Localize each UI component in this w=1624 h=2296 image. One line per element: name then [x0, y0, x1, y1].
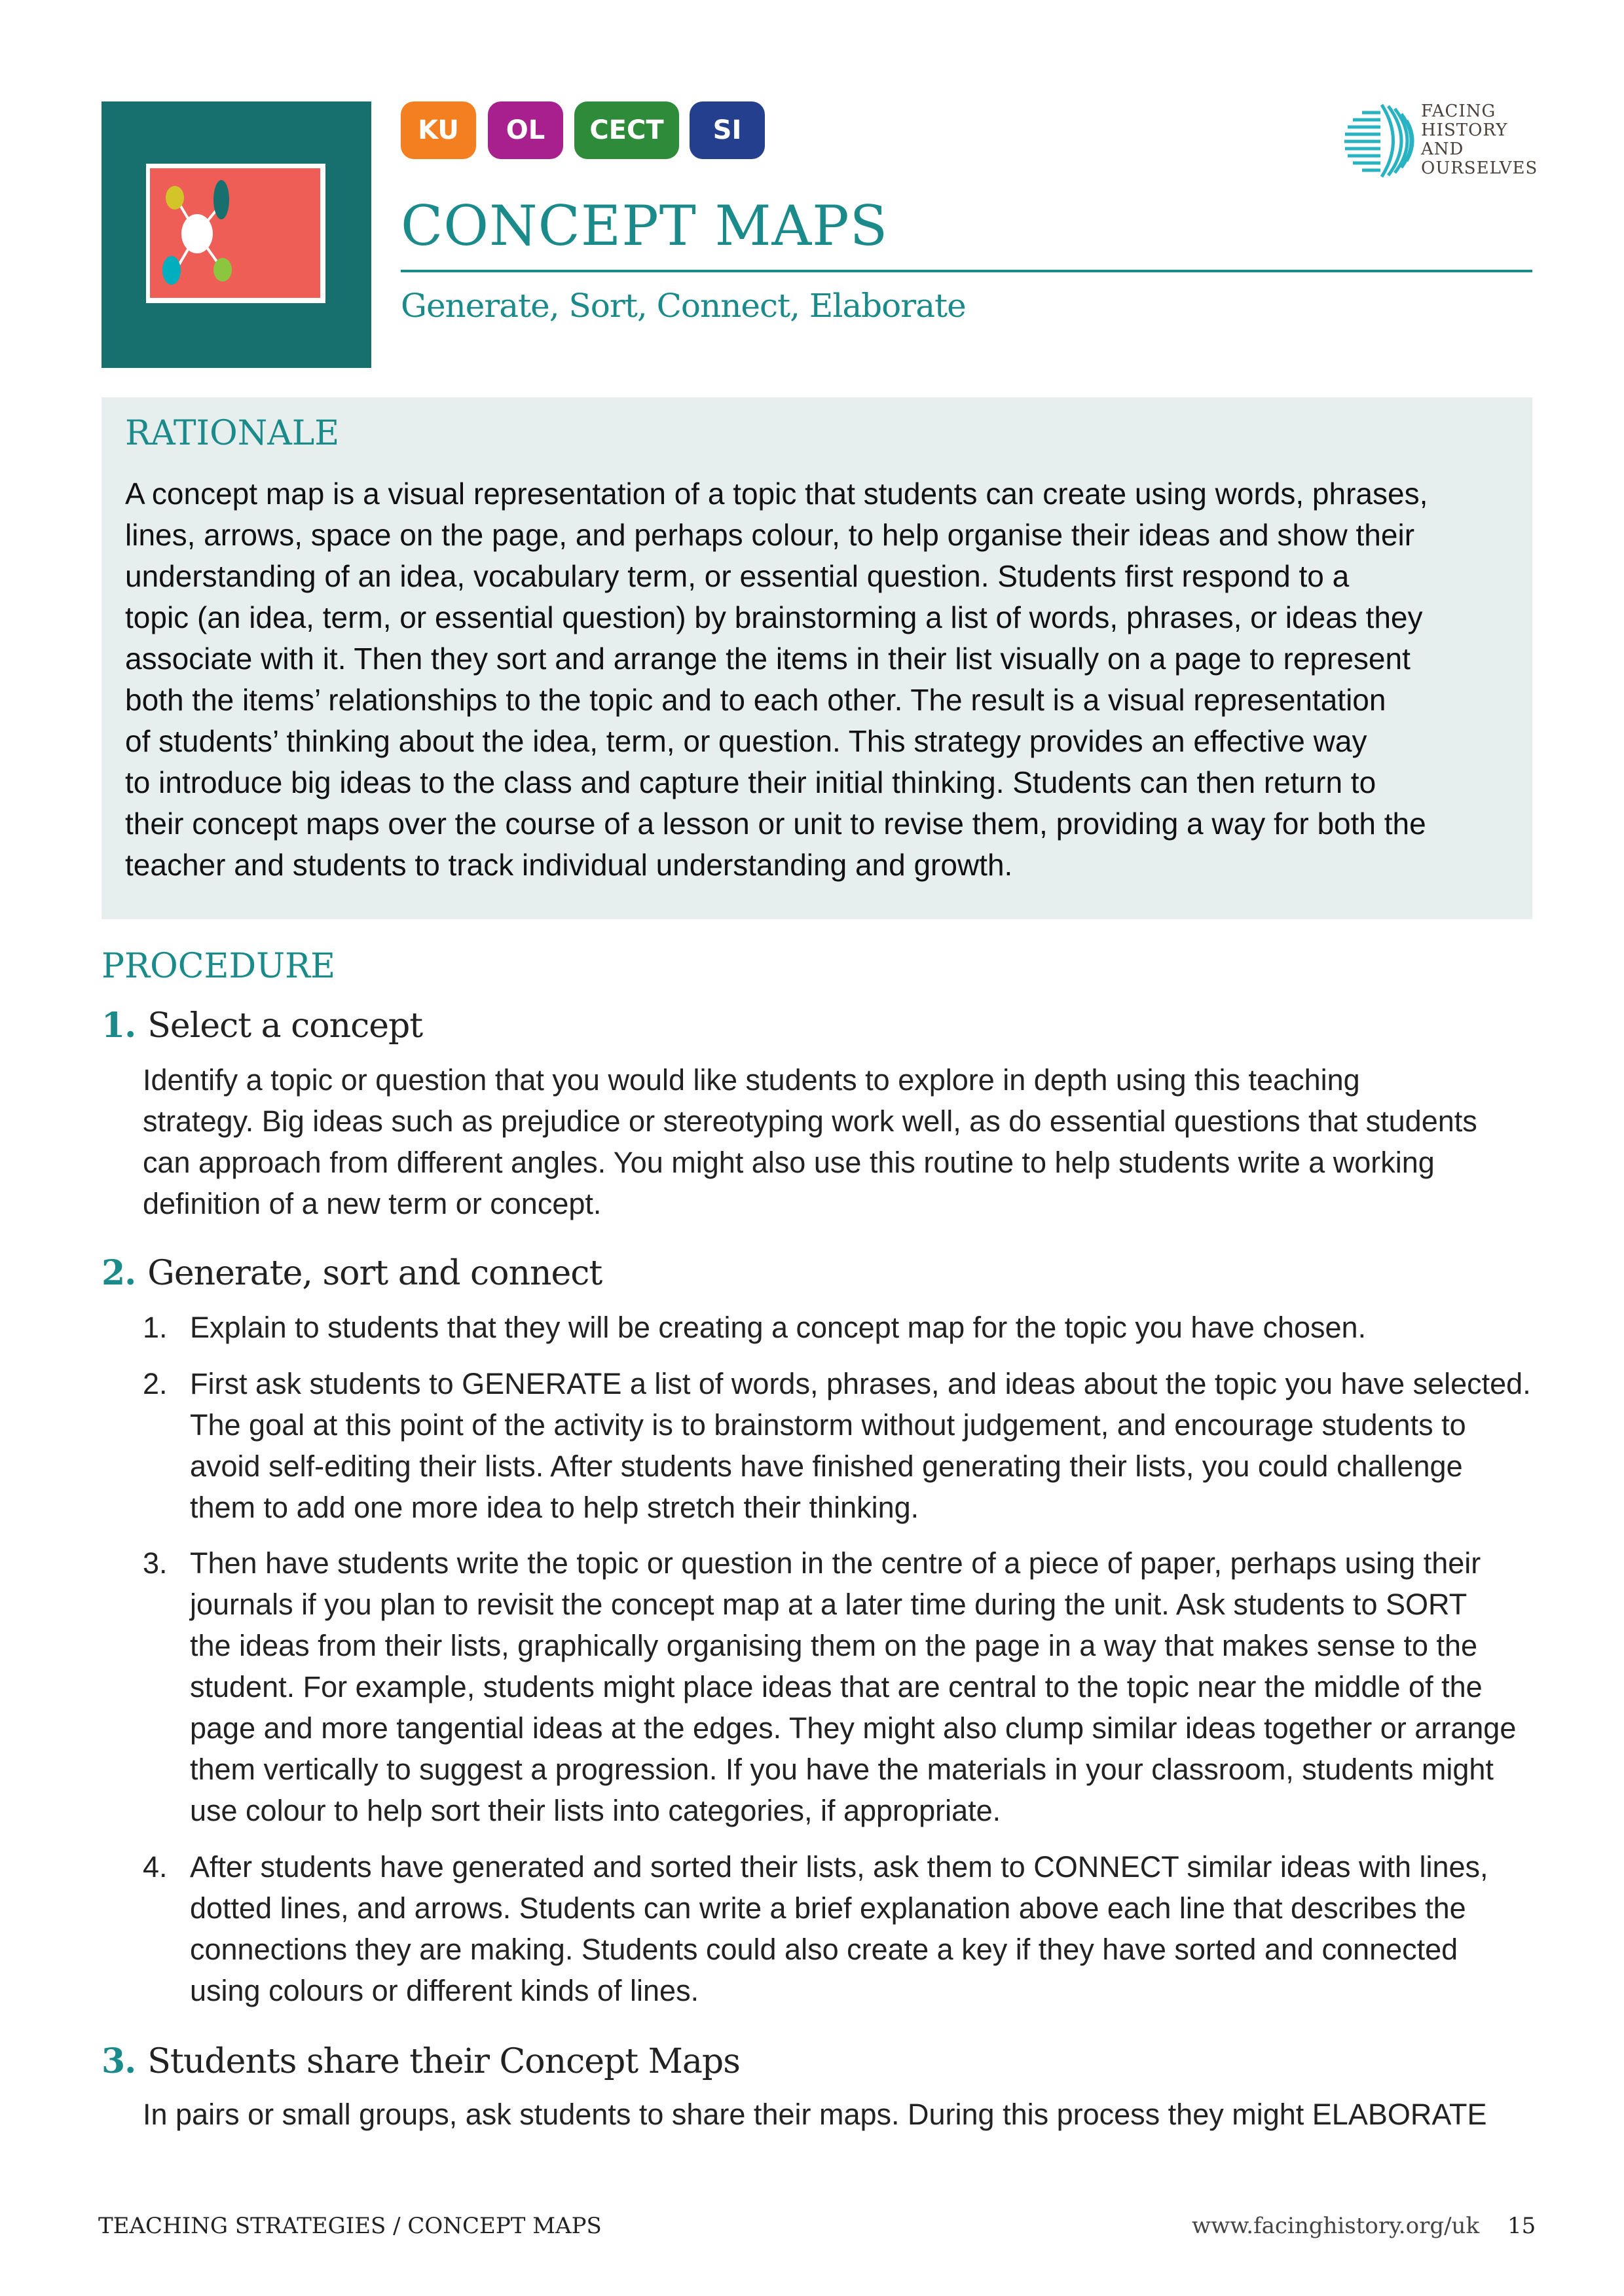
title-divider [401, 270, 1532, 272]
list-number: 3. [143, 1546, 168, 1580]
text-line: Explain to students that they will be creating a concept map for the topic you have chosen. [190, 1311, 1367, 1344]
concept-map-icon [101, 101, 371, 368]
text-line: First ask students to GENERATE a list of words, phrases, and ideas about the topic you have selected. [190, 1367, 1531, 1400]
list-text [190, 1363, 1531, 1528]
text-line: lines, arrows, space on the page, and perhaps colour, to help organise their ideas and show their [125, 518, 1415, 552]
logo-wordmark [1421, 102, 1538, 178]
step-3-heading [101, 2041, 740, 2081]
procedure-heading: PROCEDURE [101, 947, 336, 986]
step-number: 3. [101, 2041, 136, 2081]
text-line: avoid self-editing their lists. After students have finished generating their lists, you could challenge [190, 1449, 1463, 1483]
badge-cect: CECT [574, 101, 679, 159]
badge-ol: OL [488, 101, 563, 159]
logo-word: HISTORY [1421, 120, 1508, 140]
globe-icon [1336, 98, 1421, 183]
text-line: to introduce big ideas to the class and capture their initial thinking. Students can then return to [125, 765, 1376, 799]
badge-si: SI [690, 101, 765, 159]
text-line: definition of a new term or concept. [143, 1187, 602, 1220]
text-line: understanding of an idea, vocabulary term, or essential question. Students first respond to a [125, 559, 1350, 593]
text-line: A concept map is a visual representation of a topic that students can create using words, phrases, [125, 477, 1428, 511]
text-line: page and more tangential ideas at the edges. They might also clump similar ideas together or arrange [190, 1711, 1517, 1745]
logo-word: OURSELVES [1421, 158, 1538, 178]
step-1-heading [101, 1006, 422, 1046]
text-line: connections they are making. Students could also create a key if they have sorted and connected [190, 1933, 1458, 1966]
list-number: 4. [143, 1850, 168, 1884]
list-number: 1. [143, 1311, 168, 1344]
text-line: student. For example, students might place ideas that are central to the topic near the middle of the [190, 1670, 1483, 1704]
step-2-heading [101, 1253, 602, 1293]
text-line: use colour to help sort their lists into categories, if appropriate. [190, 1794, 1001, 1827]
text-line: the ideas from their lists, graphically organising them on the page in a way that makes sense to the [190, 1629, 1478, 1662]
list-number: 2. [143, 1367, 168, 1400]
text-line: topic (an idea, term, or essential question) by brainstorming a list of words, phrases, or ideas they [125, 600, 1423, 634]
rationale-heading: RATIONALE [125, 414, 340, 453]
badge-ku: KU [401, 101, 476, 159]
text-line: Then have students write the topic or question in the centre of a piece of paper, perhaps using their [190, 1546, 1481, 1580]
text-line: The goal at this point of the activity is to brainstorm without judgement, and encourage students to [190, 1408, 1466, 1442]
step-number: 1. [101, 1006, 136, 1046]
text-line: journals if you plan to revisit the concept map at a later time during the unit. Ask students to SORT [190, 1588, 1467, 1621]
rationale-text [125, 473, 1428, 886]
text-line: teacher and students to track individual understanding and growth. [125, 848, 1013, 882]
footer-url[interactable]: www.facinghistory.org/uk [1192, 2213, 1480, 2239]
list-text [190, 1542, 1516, 1831]
text-line: their concept maps over the course of a lesson or unit to revise them, providing a way for both the [125, 807, 1426, 841]
text-line: can approach from different angles. You might also use this routine to help students write a working [143, 1146, 1435, 1179]
page-number: 15 [1507, 2213, 1536, 2239]
step-title: Select a concept [147, 1006, 423, 1046]
footer-section: TEACHING STRATEGIES / CONCEPT MAPS [98, 2213, 602, 2239]
text-line: associate with it. Then they sort and arrange the items in their list visually on a page to represent [125, 642, 1411, 676]
text-line: In pairs or small groups, ask students to share their maps. During this process they might ELABORATE [143, 2098, 1487, 2131]
logo-word: FACING [1421, 101, 1496, 121]
step-1-text [143, 1059, 1477, 1224]
step-number: 2. [101, 1253, 136, 1293]
text-line: Identify a topic or question that you would like students to explore in depth using this teaching [143, 1063, 1360, 1097]
text-line: both the items’ relationships to the topic and to each other. The result is a visual representation [125, 683, 1386, 717]
text-line: dotted lines, and arrows. Students can write a brief explanation above each line that describes the [190, 1891, 1466, 1925]
text-line: using colours or different kinds of lines. [190, 1974, 699, 2007]
page-title: CONCEPT MAPS [401, 194, 889, 258]
logo-word: AND [1421, 139, 1464, 159]
step-title: Generate, sort and connect [147, 1254, 602, 1293]
list-text [190, 1846, 1488, 2011]
text-line: strategy. Big ideas such as prejudice or stereotyping work well, as do essential questions that students [143, 1104, 1477, 1138]
step-title: Students share their Concept Maps [147, 2042, 740, 2081]
step-3-text [143, 2094, 1487, 2135]
text-line: After students have generated and sorted their lists, ask them to CONNECT similar ideas with lines, [190, 1850, 1488, 1884]
list-text [190, 1307, 1366, 1348]
text-line: of students’ thinking about the idea, term, or question. This strategy provides an effective way [125, 724, 1367, 758]
text-line: them to add one more idea to help stretch their thinking. [190, 1491, 919, 1524]
text-line: them vertically to suggest a progression. If you have the materials in your classroom, students might [190, 1753, 1494, 1786]
page-subtitle: Generate, Sort, Connect, Elaborate [401, 287, 966, 325]
